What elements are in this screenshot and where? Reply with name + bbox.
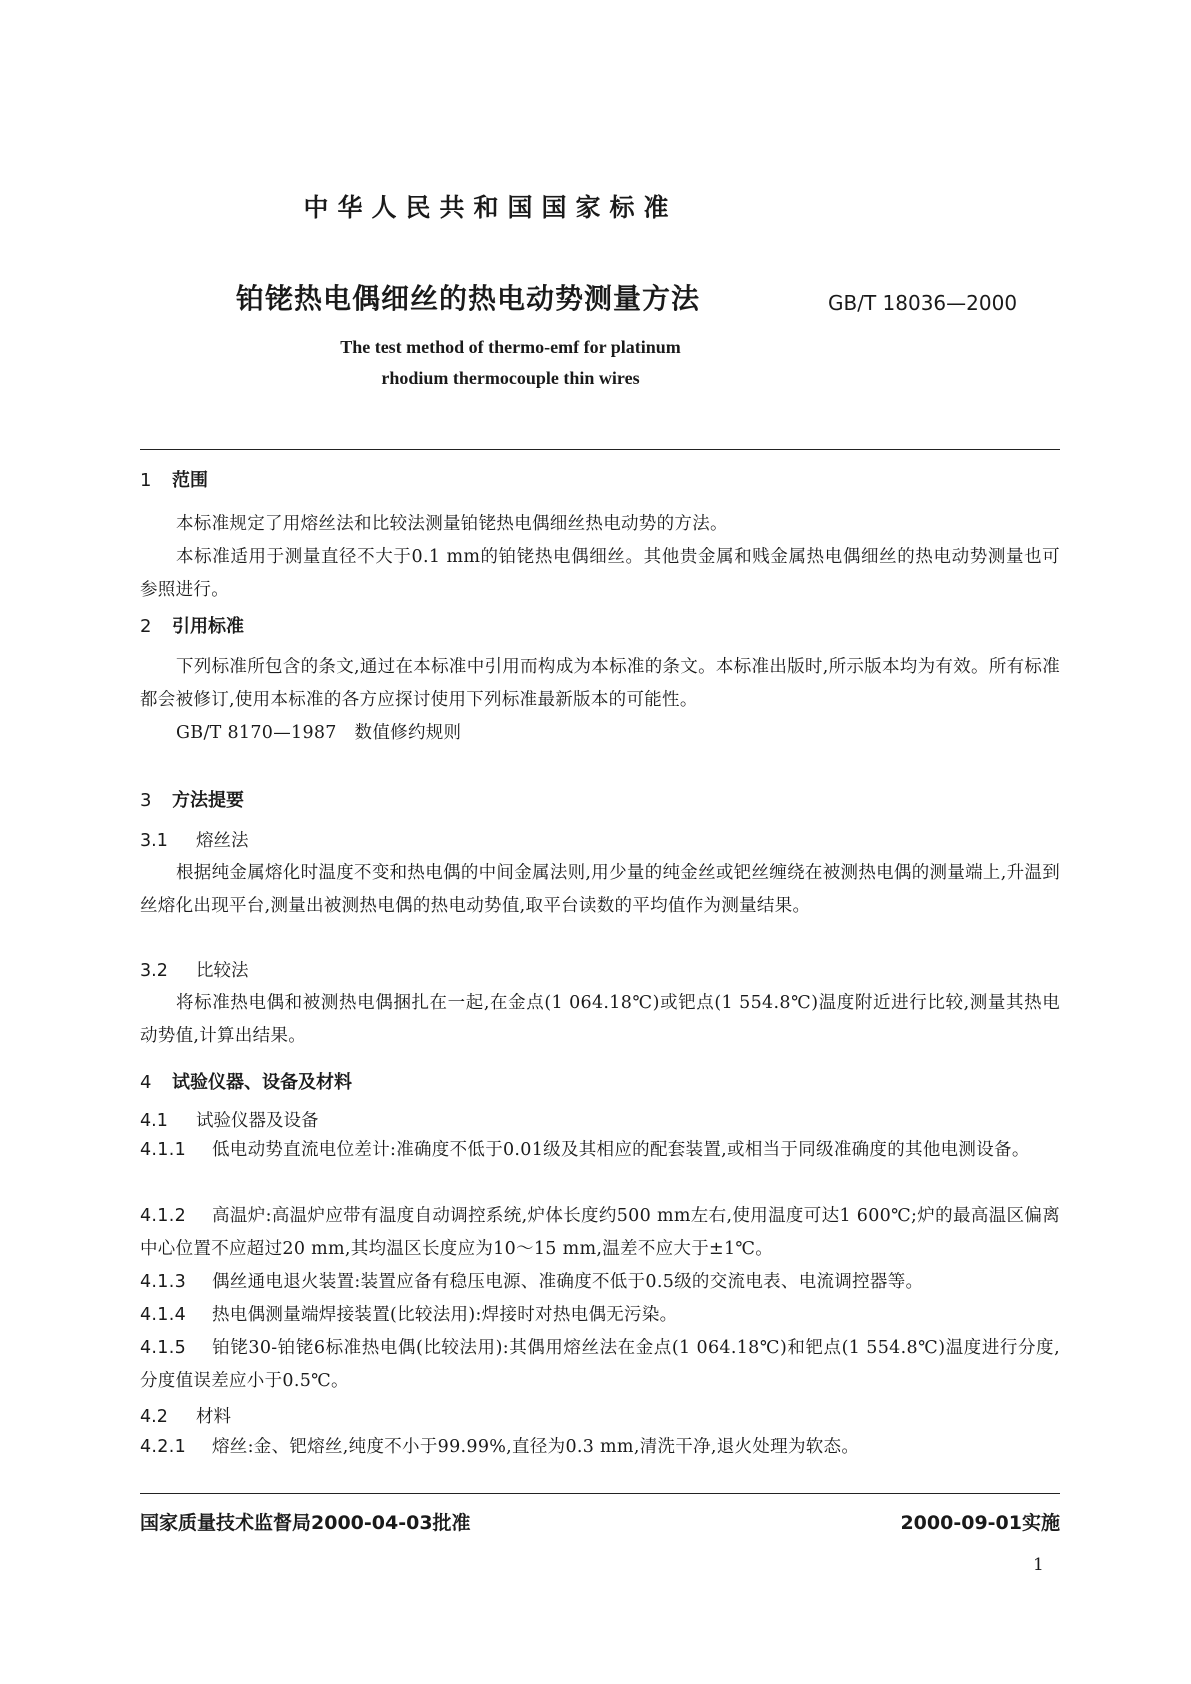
clause-number: 4.2.1: [140, 1437, 187, 1457]
subsection-title: 试验仪器及设备: [196, 1111, 319, 1131]
subsection-3-2-heading: [140, 957, 249, 982]
clause-4-1-3: [140, 1266, 1060, 1299]
clause-4-1-4: [140, 1299, 1060, 1332]
section-number: 3: [140, 790, 152, 811]
issuing-body-heading: 中华人民共和国国家标准: [303, 193, 678, 222]
subsection-title: 比较法: [196, 961, 249, 981]
section-title: 引用标准: [172, 616, 244, 637]
section-number: 1: [140, 470, 152, 491]
section-number: 4: [140, 1072, 152, 1093]
subsection-number: 3.1: [140, 831, 168, 851]
clause-text: 铂铑30-铂铑6标准热电偶(比较法用):其偶用熔丝法在金点(1 064.18℃)和钯点(1 554.8℃)温度进行分度,分度值误差应小于0.5℃。: [140, 1338, 1060, 1391]
subsection-number: 4.1: [140, 1111, 168, 1131]
clause-4-1-1: [140, 1134, 1060, 1167]
page-number: 1: [1033, 1555, 1044, 1575]
section-title: 方法提要: [172, 790, 244, 811]
clause-number: 4.1.2: [140, 1206, 187, 1226]
clause-4-1-5: [140, 1332, 1060, 1398]
subsection-number: 4.2: [140, 1407, 168, 1427]
clause-text: 热电偶测量端焊接装置(比较法用):焊接时对热电偶无污染。: [212, 1305, 678, 1325]
section-1-heading: [140, 466, 208, 492]
section-title: 范围: [172, 470, 208, 491]
subsection-4-2-heading: [140, 1403, 231, 1428]
subsection-title: 熔丝法: [196, 831, 249, 851]
english-title-line1: The test method of thermo-emf for platinum: [340, 337, 681, 357]
clause-4-1-2: [140, 1200, 1060, 1266]
section-number: 2: [140, 616, 152, 637]
section-3-heading: [140, 786, 244, 812]
subsection-4-1-heading: [140, 1107, 319, 1132]
normative-reference: GB/T 8170—1987 数值修约规则: [176, 723, 462, 743]
paragraph: 根据纯金属熔化时温度不变和热电偶的中间金属法则,用少量的纯金丝或钯丝缠绕在被测热电偶的测量端上,升温到丝熔化出现平台,测量出被测热电偶的热电动势值,取平台读数的平均值作为测量结果。: [140, 863, 1060, 916]
clause-text: 低电动势直流电位差计:准确度不低于0.01级及其相应的配套装置,或相当于同级准确度的其他电测设备。: [212, 1140, 1030, 1160]
clause-text: 熔丝:金、钯熔丝,纯度不小于99.99%,直径为0.3 mm,清洗干净,退火处理为软态。: [212, 1437, 860, 1457]
effective-date: 2000-09-01实施: [900, 1512, 1060, 1534]
clause-4-2-1: [140, 1431, 1060, 1464]
subsection-title: 材料: [196, 1407, 231, 1427]
standard-number: GB/T 18036—2000: [828, 291, 1018, 315]
clause-number: 4.1.4: [140, 1305, 187, 1325]
section-2-heading: [140, 612, 244, 638]
section-4-heading: [140, 1068, 352, 1094]
paragraph: 本标准适用于测量直径不大于0.1 mm的铂铑热电偶细丝。其他贵金属和贱金属热电偶细丝的热电动势测量也可参照进行。: [140, 547, 1060, 600]
english-title-line2: rhodium thermocouple thin wires: [381, 368, 640, 388]
document-title: 铂铑热电偶细丝的热电动势测量方法: [236, 282, 701, 315]
paragraph: 将标准热电偶和被测热电偶捆扎在一起,在金点(1 064.18℃)或钯点(1 554.8℃)温度附近进行比较,测量其热电动势值,计算出结果。: [140, 993, 1060, 1046]
subsection-3-1-heading: [140, 827, 249, 852]
clause-number: 4.1.3: [140, 1272, 187, 1292]
clause-number: 4.1.5: [140, 1338, 187, 1358]
section-title: 试验仪器、设备及材料: [172, 1072, 352, 1093]
approval-date: 国家质量技术监督局2000-04-03批准: [140, 1512, 471, 1534]
clause-number: 4.1.1: [140, 1140, 187, 1160]
subsection-number: 3.2: [140, 961, 168, 981]
clause-text: 高温炉:高温炉应带有温度自动调控系统,炉体长度约500 mm左右,使用温度可达1 600℃;炉的最高温区偏离中心位置不应超过20 mm,其均温区长度应为10～15 mm,温差不应大于±1℃。: [140, 1206, 1060, 1259]
paragraph: 下列标准所包含的条文,通过在本标准中引用而构成为本标准的条文。本标准出版时,所示版本均为有效。所有标准都会被修订,使用本标准的各方应探讨使用下列标准最新版本的可能性。: [140, 657, 1060, 710]
header-divider: [140, 449, 1060, 450]
footer-divider: [140, 1493, 1060, 1494]
paragraph: 本标准规定了用熔丝法和比较法测量铂铑热电偶细丝热电动势的方法。: [176, 514, 728, 534]
clause-text: 偶丝通电退火装置:装置应备有稳压电源、准确度不低于0.5级的交流电表、电流调控器等。: [212, 1272, 924, 1292]
